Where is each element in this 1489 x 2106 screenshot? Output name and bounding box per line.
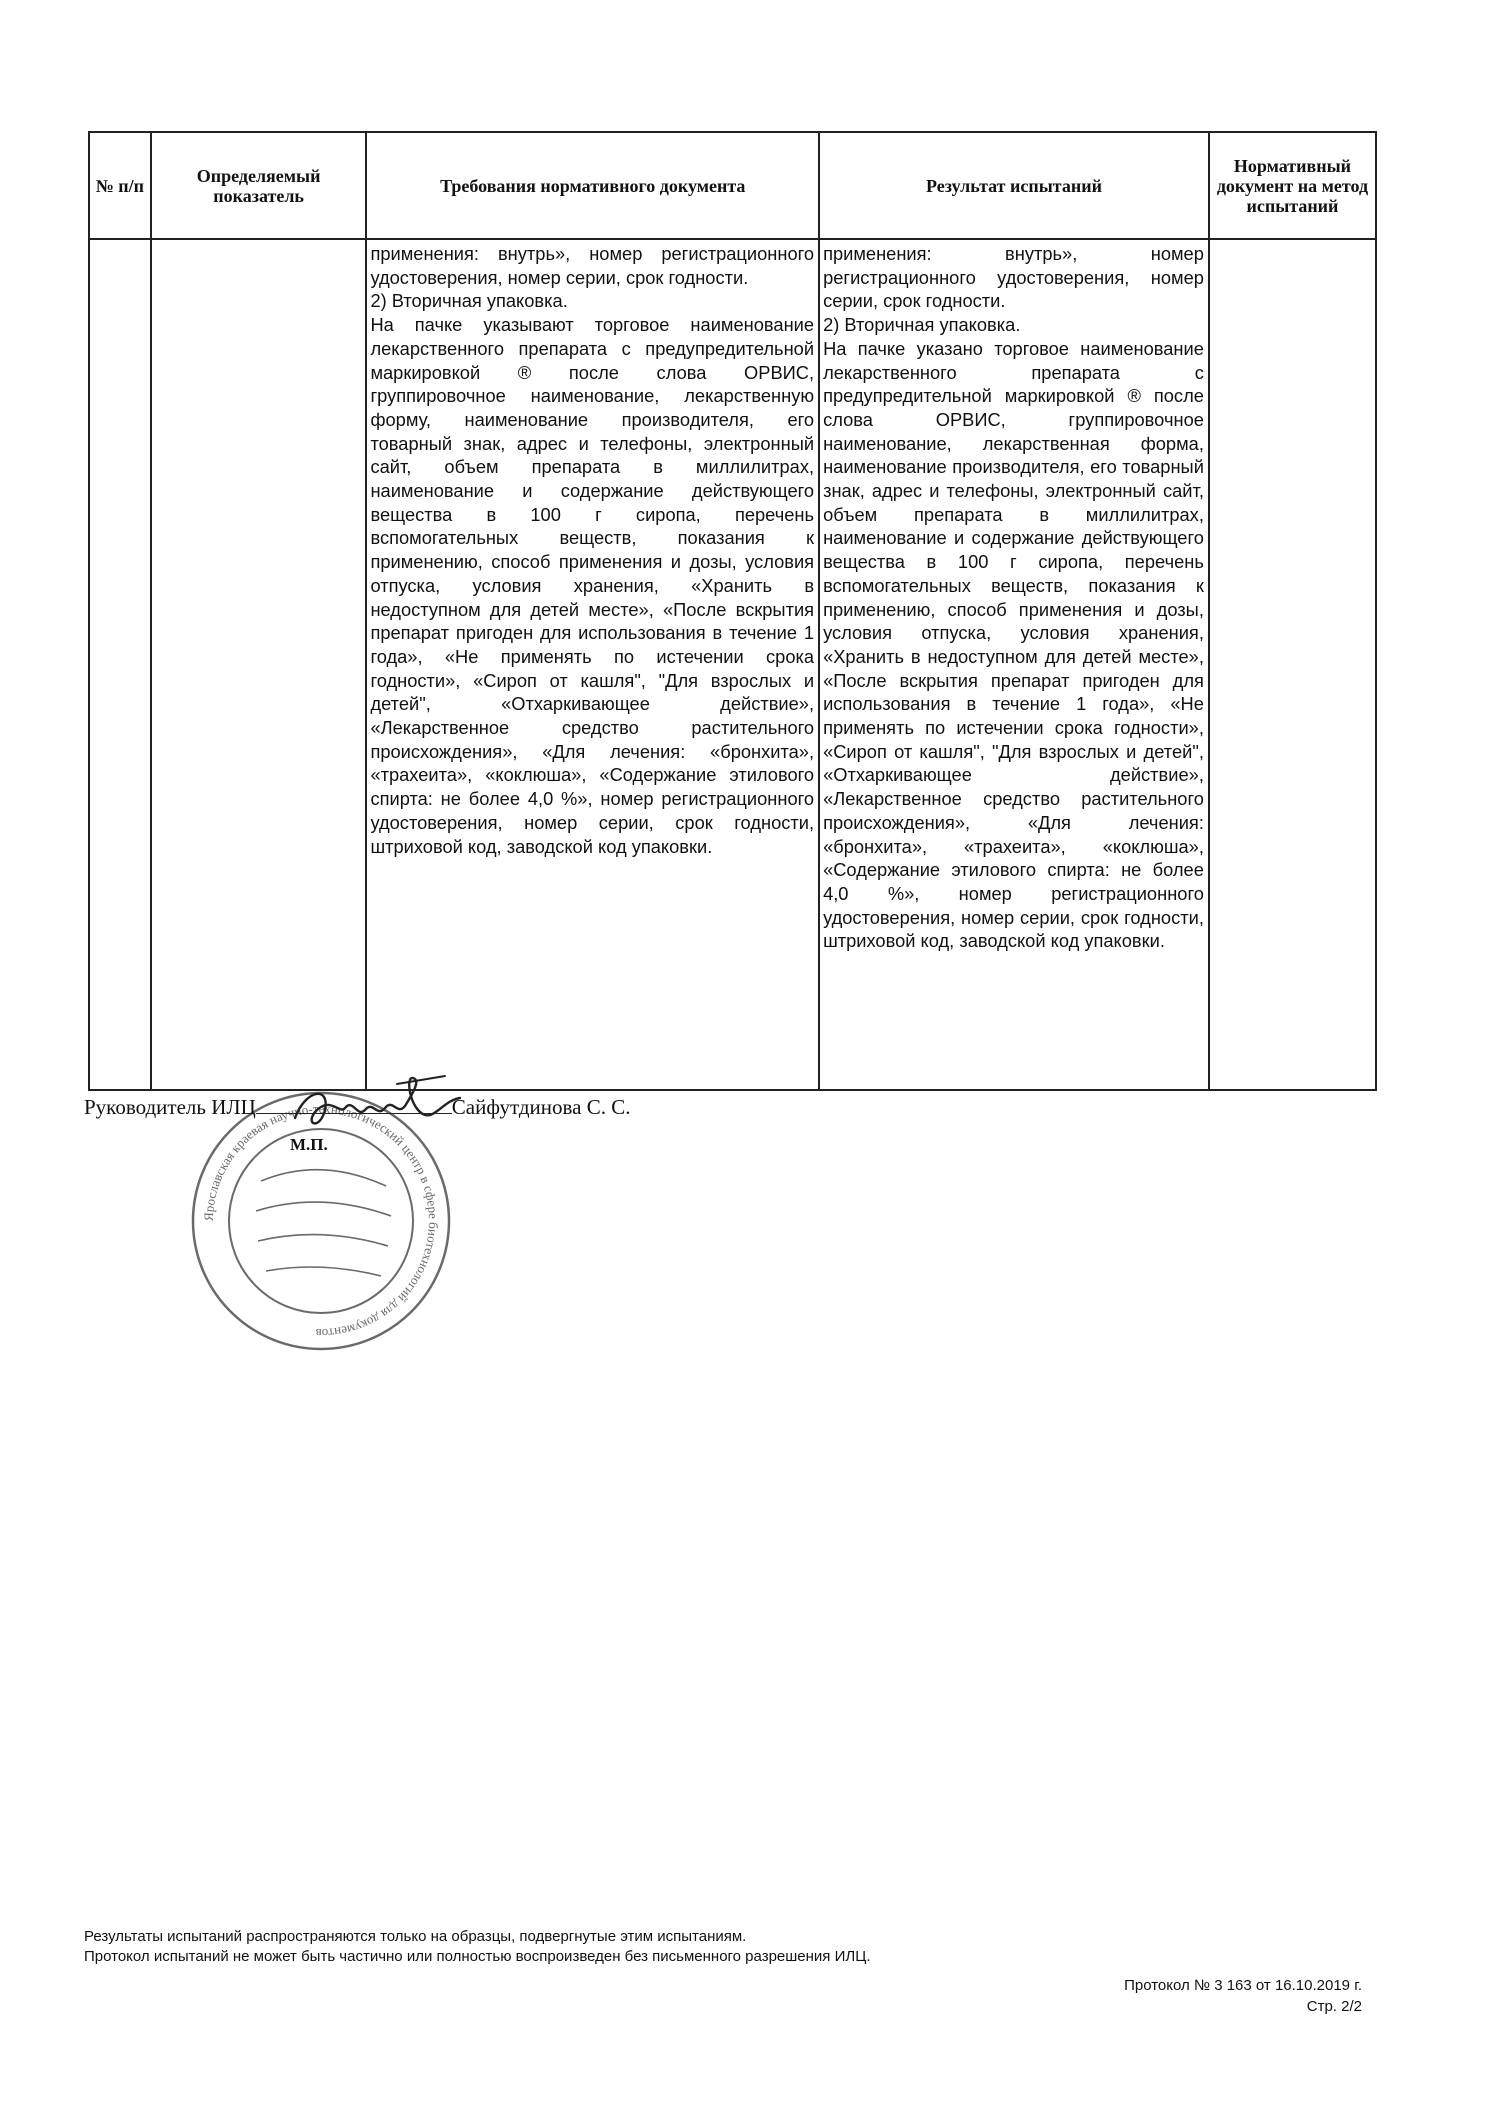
- cell-requirements: [366, 239, 819, 1090]
- signature-line: [84, 1095, 630, 1120]
- requirements-paragraph: применения: внутрь», номер регистрационного удостоверения, номер серии, срок годности.: [370, 243, 815, 288]
- header-method: Нормативный документ на метод испытаний: [1209, 132, 1376, 239]
- results-paragraph: 2) Вторичная упаковка.: [823, 314, 1021, 336]
- protocol-info: [1124, 1975, 1362, 2017]
- header-indicator: Определяемый показатель: [151, 132, 367, 239]
- cell-num: [89, 239, 151, 1090]
- signer-name: Сайфутдинова С. С.: [451, 1095, 631, 1119]
- results-paragraph: применения: внутрь», номер регистрационного удостоверения, номер серии, срок годности.: [823, 243, 1204, 312]
- cell-indicator: [151, 239, 367, 1090]
- protocol-ref: Протокол № 3 163 от 16.10.2019 г.: [1124, 1977, 1362, 1994]
- footer-note: Результаты испытаний распространяются только на образцы, подвергнутые этим испытаниям.: [84, 1928, 747, 1945]
- signer-role: Руководитель ИЛЦ: [84, 1095, 256, 1119]
- results-paragraph: На пачке указано торговое наименование лекарственного препарата с предупредительной маркировкой ® после слова ОРВИС, группировочное наименование, лекарственная форма, наименование производителя, его товарный знак, адрес и телефоны, электронный сайт, объем препарата в миллилитрах, наименование и содержание действующего вещества в 100 г сиропа, перечень вспомогательных веществ, показания к применению, способ применения и дозы, условия отпуска, условия хранения, «Хранить в недоступном для детей месте», «После вскрытия препарат пригоден для использования в течение 1 года», «Не применять по истечении срока годности», «Сироп от кашля", "Для взрослых и детей", «Отхаркивающее действие», «Лекарственное средство растительного происхождения», «Для лечения: «бронхита», «трахеита», «коклюша», «Содержание этилового спирта: не более 4,0 %», номер регистрационного удостоверения, номер серии, срок годности, штриховой код, заводской код упаковки.: [823, 337, 1204, 952]
- results-table: [88, 131, 1377, 1091]
- header-num: № п/п: [89, 132, 151, 239]
- cell-method: [1209, 239, 1376, 1090]
- page-number: Стр. 2/2: [1306, 1998, 1362, 2015]
- table-header-row: [89, 132, 1376, 239]
- seal-label: М.П.: [290, 1135, 328, 1154]
- table-row: [89, 239, 1376, 1090]
- header-results: Результат испытаний: [819, 132, 1209, 239]
- requirements-paragraph: На пачке указывают торговое наименование лекарственного препарата с предупредительной маркировкой ® после слова ОРВИС, группировочное наименование, лекарственную форму, наименование производителя, его товарный знак, адрес и телефоны, электронный сайт, объем препарата в миллилитрах, наименование и содержание действующего вещества в 100 г сиропа, перечень вспомогательных веществ, показания к применению, способ применения и дозы, условия отпуска, условия хранения, «Хранить в недоступном для детей месте», «После вскрытия препарат пригоден для использования в течение 1 года», «Не применять по истечении срока годности», «Сироп от кашля", "Для взрослых и детей", «Отхаркивающее действие», «Лекарственное средство растительного происхождения», «Для лечения: «бронхита», «трахеита», «коклюша», «Содержание этилового спирта: не более 4,0 %», номер регистрационного удостоверения, номер серии, срок годности, штриховой код, заводской код упаковки.: [370, 314, 815, 857]
- requirements-paragraph: 2) Вторичная упаковка.: [370, 290, 568, 312]
- stamp-ring-text: Ярославская краевая научно-технологический центр в сфере биотехнологий для документов: [200, 1100, 442, 1342]
- cell-results: [819, 239, 1209, 1090]
- header-requirements: Требования нормативного документа: [366, 132, 819, 239]
- footer-notes: [84, 1927, 870, 1967]
- signature-blank: [256, 1095, 452, 1114]
- footer-note: Протокол испытаний не может быть частично или полностью воспроизведен без письменного разрешения ИЛЦ.: [84, 1948, 871, 1965]
